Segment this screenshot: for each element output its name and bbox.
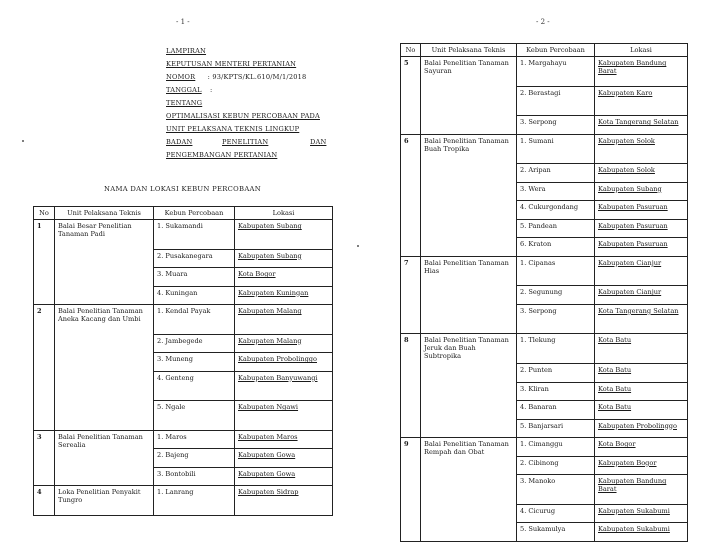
lokasi-name: Kota Batu (595, 401, 688, 420)
lokasi-name: Kabupaten Bandung Barat (595, 57, 688, 87)
lokasi-name: Kota Tangerang Selatan (595, 304, 688, 334)
kebun-name: 4. Kuningan (154, 286, 235, 305)
lokasi-name: Kota Tangerang Selatan (595, 116, 688, 135)
nomor-label: NOMOR (166, 73, 196, 81)
lokasi-name: Kabupaten Gowa (235, 467, 333, 486)
lokasi-name: Kota Batu (595, 334, 688, 364)
unit-name: Balai Penelitian Tanaman Jeruk dan Buah Subtropika (421, 334, 517, 438)
nomor-row (166, 73, 306, 81)
kebun-name: 2. Segunung (517, 286, 595, 305)
tanggal-value: : (209, 86, 213, 94)
about-line-4: PENGEMBANGAN PERTANIAN (166, 151, 278, 159)
lokasi-name: Kabupaten Cianjur (595, 256, 688, 286)
lokasi-name: Kabupaten Probolinggo (235, 353, 333, 372)
kebun-name: 2. Cibinong (517, 456, 595, 475)
kebun-name: 1. Sukamandi (154, 220, 235, 250)
kebun-name: 3. Manoko (517, 475, 595, 505)
table-row (34, 220, 333, 250)
kebun-name: 1. Tlekung (517, 334, 595, 364)
lokasi-name: Kabupaten Malang (235, 305, 333, 335)
table-row (34, 305, 333, 335)
lokasi-name: Kabupaten Cianjur (595, 286, 688, 305)
lokasi-name: Kota Bogor (595, 438, 688, 457)
lokasi-name: Kabupaten Ngawi (235, 401, 333, 431)
kebun-name: 1. Lanrang (154, 486, 235, 516)
lokasi-name: Kabupaten Pasuruan (595, 219, 688, 238)
kebun-name: 1. Kendal Payak (154, 305, 235, 335)
lokasi-name: Kabupaten Bogor (595, 456, 688, 475)
col-unit: Unit Pelaksana Teknis (421, 44, 517, 57)
kebun-name: 3. Wera (517, 182, 595, 201)
table-row (401, 134, 688, 164)
kebun-name: 4. Cukurgondang (517, 201, 595, 220)
row-number: 6 (401, 134, 421, 256)
lokasi-name: Kabupaten Maros (235, 430, 333, 449)
kebun-name: 5. Pandean (517, 219, 595, 238)
about-line-3c: DAN (310, 138, 327, 146)
about-line-3b: PENELITIAN (222, 138, 269, 146)
tanggal-label: TANGGAL (166, 86, 202, 94)
unit-name: Balai Penelitian Tanaman Rempah dan Obat (421, 438, 517, 542)
kebun-name: 3. Bontobili (154, 467, 235, 486)
row-number: 3 (34, 430, 55, 486)
tanggal-row (166, 86, 212, 94)
kebun-name: 6. Kraton (517, 238, 595, 257)
kebun-name: 2. Aripan (517, 164, 595, 183)
unit-name: Balai Penelitian Tanaman Hias (421, 256, 517, 334)
kebun-name: 5. Sukamulya (517, 523, 595, 542)
lokasi-name: Kabupaten Malang (235, 334, 333, 353)
lampiran-label: LAMPIRAN (166, 47, 207, 55)
table-row (34, 486, 333, 516)
col-kebun: Kebun Percobaan (517, 44, 595, 57)
kebun-name: 1. Cipanas (517, 256, 595, 286)
table-row (34, 430, 333, 449)
unit-name: Balai Besar Penelitian Tanaman Padi (55, 220, 154, 305)
kebun-name: 3. Serpong (517, 304, 595, 334)
lokasi-name: Kabupaten Solok (595, 134, 688, 164)
lokasi-name: Kabupaten Subang (235, 249, 333, 268)
kebun-name: 2. Jambegede (154, 334, 235, 353)
unit-name: Balai Penelitian Tanaman Buah Tropika (421, 134, 517, 256)
kebun-name: 5. Ngale (154, 401, 235, 431)
tentang-label: TENTANG (166, 99, 203, 107)
about-line-3a: BADAN (166, 138, 193, 146)
row-number: 1 (34, 220, 55, 305)
unit-name: Balai Penelitian Tanaman Aneka Kacang dan Umbi (55, 305, 154, 431)
lokasi-name: Kabupaten Sukabumi (595, 523, 688, 542)
lokasi-name: Kabupaten Subang (595, 182, 688, 201)
lokasi-name: Kabupaten Subang (235, 220, 333, 250)
lokasi-name: Kabupaten Banyuwangi (235, 371, 333, 401)
unit-name: Loka Penelitian Penyakit Tungro (55, 486, 154, 516)
lokasi-name: Kabupaten Kuningan (235, 286, 333, 305)
kebun-name: 5. Banjarsari (517, 419, 595, 438)
row-number: 4 (34, 486, 55, 516)
kebun-name: 2. Pusakanegara (154, 249, 235, 268)
left-table (33, 206, 333, 516)
table-header-row (401, 44, 688, 57)
kebun-name: 1. Sumani (517, 134, 595, 164)
row-number: 2 (34, 305, 55, 431)
kebun-name: 3. Kliran (517, 382, 595, 401)
lokasi-name: Kota Bogor (235, 268, 333, 287)
about-line-1: OPTIMALISASI KEBUN PERCOBAAN PADA (166, 112, 320, 120)
table-row (401, 57, 688, 87)
page-number-left: - 1 - (176, 18, 190, 26)
kebun-name: 1. Cimanggu (517, 438, 595, 457)
row-number: 5 (401, 57, 421, 135)
kebun-name: 2. Punten (517, 364, 595, 383)
col-no: No (34, 207, 55, 220)
keputusan-label: KEPUTUSAN MENTERI PERTANIAN (166, 60, 297, 68)
kebun-name: 2. Berastagi (517, 86, 595, 116)
about-line-2: UNIT PELAKSANA TEKNIS LINGKUP (166, 125, 300, 133)
row-number: 8 (401, 334, 421, 438)
col-kebun: Kebun Percobaan (154, 207, 235, 220)
table-row (401, 438, 688, 457)
nomor-value: : 93/KPTS/KL.610/M/1/2018 (207, 73, 307, 81)
scan-speck (357, 245, 359, 247)
unit-name: Balai Penelitian Tanaman Serealia (55, 430, 154, 486)
lokasi-name: Kabupaten Solok (595, 164, 688, 183)
row-number: 7 (401, 256, 421, 334)
kebun-name: 3. Serpong (517, 116, 595, 135)
kebun-name: 4. Cicurug (517, 504, 595, 523)
col-unit: Unit Pelaksana Teknis (55, 207, 154, 220)
kebun-name: 4. Banaran (517, 401, 595, 420)
page-number-right: - 2 - (536, 18, 550, 26)
lokasi-name: Kabupaten Gowa (235, 449, 333, 468)
col-lokasi: Lokasi (595, 44, 688, 57)
kebun-name: 3. Muneng (154, 353, 235, 372)
lokasi-name: Kabupaten Pasuruan (595, 238, 688, 257)
lokasi-name: Kabupaten Probolinggo (595, 419, 688, 438)
right-table (400, 43, 688, 542)
kebun-name: 4. Genteng (154, 371, 235, 401)
lokasi-name: Kota Batu (595, 364, 688, 383)
table-row (401, 334, 688, 364)
lokasi-name: Kabupaten Sidrap (235, 486, 333, 516)
row-number: 9 (401, 438, 421, 542)
lokasi-name: Kabupaten Bandung Barat (595, 475, 688, 505)
scan-speck (22, 140, 24, 142)
unit-name: Balai Penelitian Tanaman Sayuran (421, 57, 517, 135)
kebun-name: 1. Margahayu (517, 57, 595, 87)
document-title: NAMA DAN LOKASI KEBUN PERCOBAAN (104, 185, 262, 193)
table-header-row (34, 207, 333, 220)
col-no: No (401, 44, 421, 57)
kebun-name: 3. Muara (154, 268, 235, 287)
lokasi-name: Kabupaten Pasuruan (595, 201, 688, 220)
table-row (401, 256, 688, 286)
lokasi-name: Kabupaten Karo (595, 86, 688, 116)
lokasi-name: Kabupaten Sukabumi (595, 504, 688, 523)
lokasi-name: Kota Batu (595, 382, 688, 401)
kebun-name: 1. Maros (154, 430, 235, 449)
kebun-name: 2. Bajeng (154, 449, 235, 468)
col-lokasi: Lokasi (235, 207, 333, 220)
